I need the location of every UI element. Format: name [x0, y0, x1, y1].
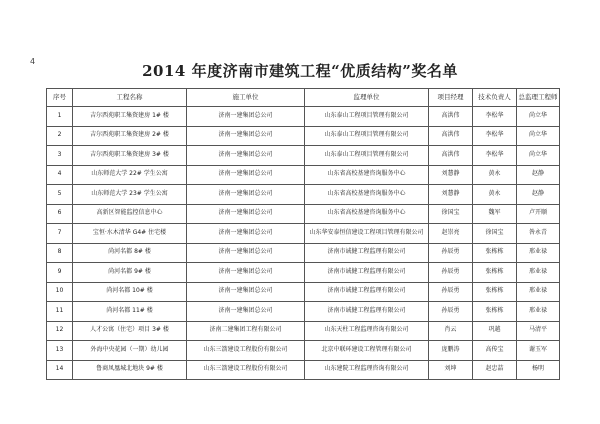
- cell-construction-unit: 济南一建集团总公司: [187, 165, 305, 185]
- cell-chief-supervisor: 邢业禄: [517, 243, 560, 263]
- cell-supervision-unit: 济南市诚健工程监理有限公司: [305, 263, 429, 283]
- header-technical-lead: 技术负责人: [473, 89, 517, 107]
- cell-construction-unit: 济南一建集团总公司: [187, 146, 305, 166]
- cell-project-manager: 赵崇亮: [429, 224, 473, 244]
- cell-project-name: 山东师范大学 23# 学生公寓: [73, 185, 187, 205]
- cell-chief-supervisor: 赵静: [517, 165, 560, 185]
- cell-project-manager: 高洪伟: [429, 146, 473, 166]
- cell-technical-lead: 张栋栋: [473, 263, 517, 283]
- table-row: [47, 107, 560, 127]
- cell-index: 4: [47, 165, 73, 185]
- cell-technical-lead: 高传宝: [473, 341, 517, 361]
- table-row: [47, 146, 560, 166]
- cell-project-manager: 高洪伟: [429, 126, 473, 146]
- page-corner-mark: 4: [30, 57, 36, 66]
- table-header-row: [47, 89, 560, 107]
- cell-index: 2: [47, 126, 73, 146]
- cell-chief-supervisor: 杨明: [517, 360, 560, 380]
- table-row: [47, 341, 560, 361]
- cell-construction-unit: 济南一建集团总公司: [187, 126, 305, 146]
- cell-technical-lead: 张栋栋: [473, 282, 517, 302]
- table-row: [47, 204, 560, 224]
- cell-project-name: 山东师范大学 22# 学生公寓: [73, 165, 187, 185]
- cell-project-name: 宝恒·水木清华 G4# 住宅楼: [73, 224, 187, 244]
- cell-chief-supervisor: 马清平: [517, 321, 560, 341]
- cell-technical-lead: 黄永: [473, 185, 517, 205]
- header-project-name: 工程名称: [73, 89, 187, 107]
- cell-project-name: 吉尔西苑职工集资建房 1# 楼: [73, 107, 187, 127]
- cell-project-manager: 孙辰勇: [429, 302, 473, 322]
- cell-technical-lead: 李松华: [473, 107, 517, 127]
- cell-supervision-unit: 山东华安泰恒信建设工程项目管理有限公司: [305, 224, 429, 244]
- cell-index: 12: [47, 321, 73, 341]
- cell-project-manager: 孙辰勇: [429, 282, 473, 302]
- cell-index: 6: [47, 204, 73, 224]
- cell-technical-lead: 徐国宝: [473, 224, 517, 244]
- cell-construction-unit: 济南一建集团总公司: [187, 282, 305, 302]
- cell-index: 7: [47, 224, 73, 244]
- cell-construction-unit: 济南一建集团总公司: [187, 243, 305, 263]
- cell-technical-lead: 张栋栋: [473, 302, 517, 322]
- cell-construction-unit: 山东三箭建设工程股份有限公司: [187, 341, 305, 361]
- table-row: [47, 224, 560, 244]
- document-title: 2014 年度济南市建筑工程“优质结构”奖名单: [142, 62, 458, 80]
- cell-construction-unit: 济南一建集团总公司: [187, 302, 305, 322]
- cell-chief-supervisor: 谢玉军: [517, 341, 560, 361]
- table-row: [47, 263, 560, 283]
- cell-construction-unit: 济南一建集团总公司: [187, 107, 305, 127]
- cell-supervision-unit: 济南市诚健工程监理有限公司: [305, 302, 429, 322]
- cell-supervision-unit: 山东建院工程监理咨询有限公司: [305, 360, 429, 380]
- cell-chief-supervisor: 尚立华: [517, 107, 560, 127]
- table-row: [47, 321, 560, 341]
- cell-project-name: 鲁商凤凰城北地块 9# 楼: [73, 360, 187, 380]
- header-supervision-unit: 监理单位: [305, 89, 429, 107]
- cell-index: 5: [47, 185, 73, 205]
- table-row: [47, 126, 560, 146]
- cell-project-manager: 孙辰勇: [429, 263, 473, 283]
- cell-chief-supervisor: 邢业禄: [517, 282, 560, 302]
- cell-technical-lead: 魏军: [473, 204, 517, 224]
- cell-chief-supervisor: 咎永青: [517, 224, 560, 244]
- cell-technical-lead: 黄永: [473, 165, 517, 185]
- cell-supervision-unit: 山东泰山工程项目管理有限公司: [305, 107, 429, 127]
- cell-project-name: 吉尔西苑职工集资建房 3# 楼: [73, 146, 187, 166]
- cell-index: 3: [47, 146, 73, 166]
- cell-project-name: 尚河名都 11# 楼: [73, 302, 187, 322]
- cell-project-name: 吉尔西苑职工集资建房 2# 楼: [73, 126, 187, 146]
- cell-project-manager: 孙辰勇: [429, 243, 473, 263]
- cell-chief-supervisor: 邢业禄: [517, 302, 560, 322]
- cell-construction-unit: 济南一建集团总公司: [187, 263, 305, 283]
- cell-index: 11: [47, 302, 73, 322]
- cell-index: 10: [47, 282, 73, 302]
- cell-project-name: 外海中央花园（一期）幼儿园: [73, 341, 187, 361]
- cell-project-manager: 肖云: [429, 321, 473, 341]
- cell-project-name: 高新区智能监控信息中心: [73, 204, 187, 224]
- cell-project-name: 人才公寓（住宅）项目 3# 楼: [73, 321, 187, 341]
- cell-supervision-unit: 山东泰山工程项目管理有限公司: [305, 146, 429, 166]
- cell-construction-unit: 济南二建集团工程有限公司: [187, 321, 305, 341]
- award-table: [46, 88, 560, 380]
- table-row: [47, 302, 560, 322]
- header-construction-unit: 施工单位: [187, 89, 305, 107]
- cell-project-manager: 庞鹏涛: [429, 341, 473, 361]
- cell-supervision-unit: 山东省高校基建咨询服务中心: [305, 204, 429, 224]
- cell-index: 13: [47, 341, 73, 361]
- cell-project-manager: 徐国宝: [429, 204, 473, 224]
- cell-supervision-unit: 济南市诚健工程监理有限公司: [305, 282, 429, 302]
- cell-supervision-unit: 山东泰山工程项目管理有限公司: [305, 126, 429, 146]
- cell-technical-lead: 巩越: [473, 321, 517, 341]
- cell-project-name: 尚河名都 8# 楼: [73, 243, 187, 263]
- cell-construction-unit: 济南一建集团总公司: [187, 185, 305, 205]
- cell-index: 14: [47, 360, 73, 380]
- cell-supervision-unit: 山东天柱工程监理咨询有限公司: [305, 321, 429, 341]
- cell-chief-supervisor: 赵静: [517, 185, 560, 205]
- cell-supervision-unit: 山东省高校基建咨询服务中心: [305, 185, 429, 205]
- cell-technical-lead: 李松华: [473, 146, 517, 166]
- header-project-manager: 项目经理: [429, 89, 473, 107]
- header-chief-supervisor: 总监理工程师: [517, 89, 560, 107]
- cell-chief-supervisor: 卢开顺: [517, 204, 560, 224]
- cell-technical-lead: 张栋栋: [473, 243, 517, 263]
- cell-supervision-unit: 山东省高校基建咨询服务中心: [305, 165, 429, 185]
- cell-chief-supervisor: 邢业禄: [517, 263, 560, 283]
- cell-project-manager: 刘慧静: [429, 185, 473, 205]
- cell-index: 8: [47, 243, 73, 263]
- cell-construction-unit: 济南一建集团总公司: [187, 224, 305, 244]
- table-row: [47, 185, 560, 205]
- cell-project-name: 尚河名都 10# 楼: [73, 282, 187, 302]
- cell-supervision-unit: 北京中联环建设工程管理有限公司: [305, 341, 429, 361]
- cell-construction-unit: 济南一建集团总公司: [187, 204, 305, 224]
- cell-technical-lead: 李松华: [473, 126, 517, 146]
- cell-chief-supervisor: 尚立华: [517, 146, 560, 166]
- header-index: 序号: [47, 89, 73, 107]
- cell-technical-lead: 赵忠喆: [473, 360, 517, 380]
- cell-construction-unit: 山东三箭建设工程股份有限公司: [187, 360, 305, 380]
- cell-project-manager: 刘坤: [429, 360, 473, 380]
- table-row: [47, 243, 560, 263]
- cell-project-name: 尚河名都 9# 楼: [73, 263, 187, 283]
- table-row: [47, 165, 560, 185]
- cell-index: 1: [47, 107, 73, 127]
- cell-index: 9: [47, 263, 73, 283]
- table-row: [47, 282, 560, 302]
- cell-chief-supervisor: 尚立华: [517, 126, 560, 146]
- table-body: [47, 107, 560, 380]
- cell-project-manager: 高洪伟: [429, 107, 473, 127]
- table-row: [47, 360, 560, 380]
- cell-supervision-unit: 济南市诚健工程监理有限公司: [305, 243, 429, 263]
- cell-project-manager: 刘慧静: [429, 165, 473, 185]
